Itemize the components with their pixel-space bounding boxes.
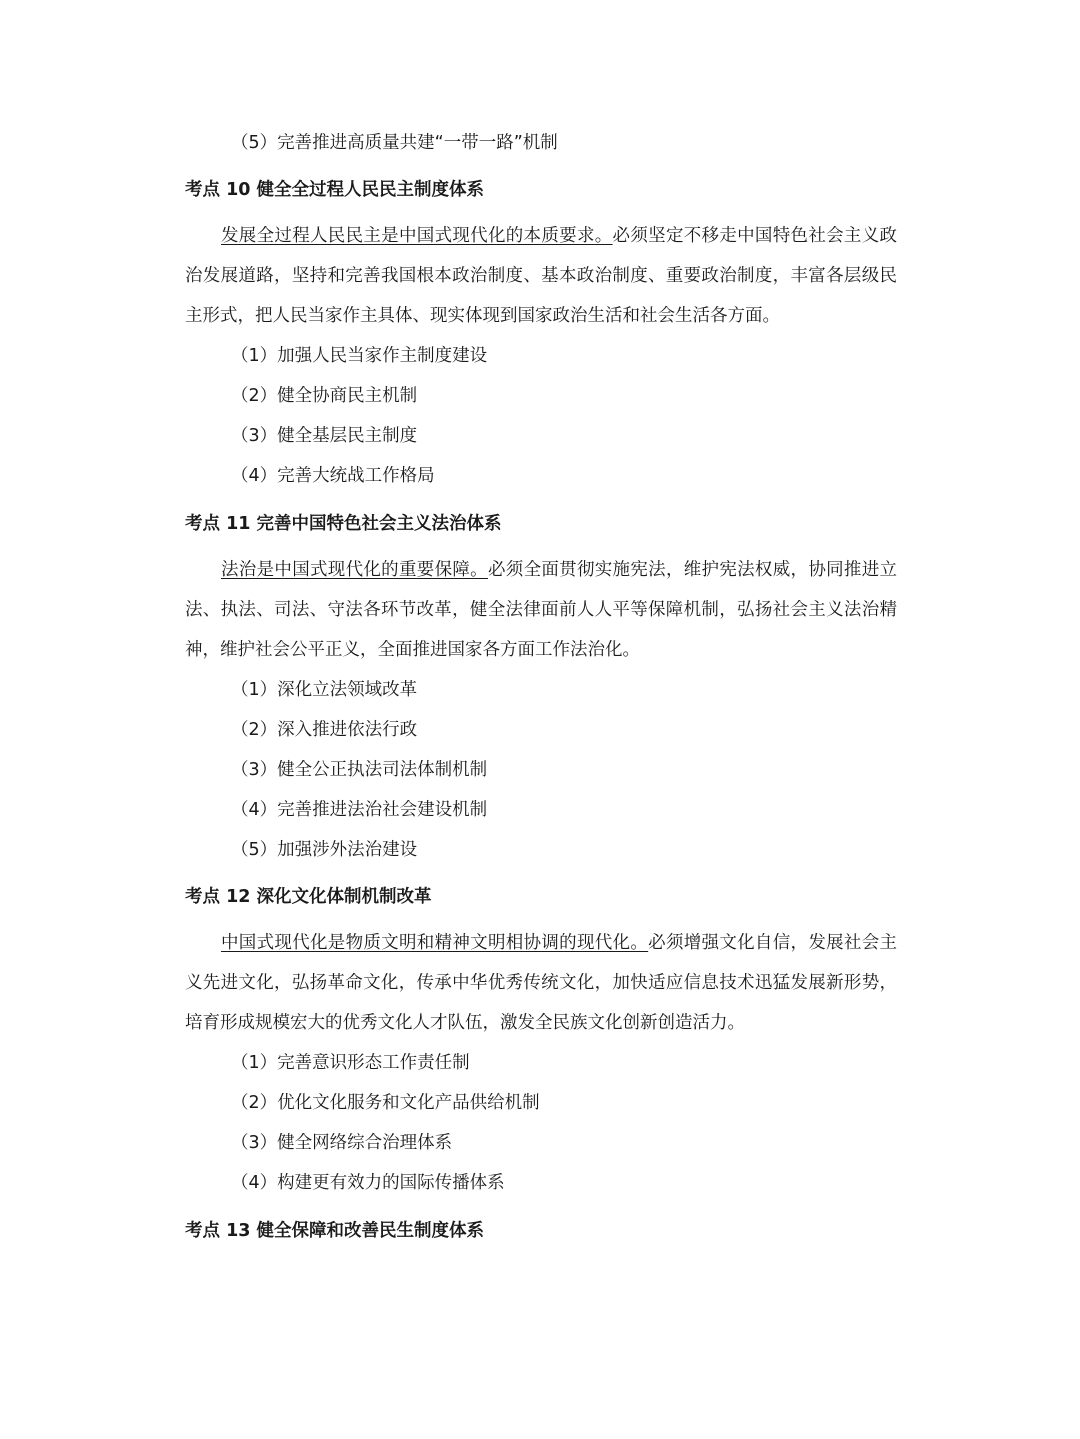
- list-item: （2）健全协商民主机制: [231, 386, 418, 406]
- list-item: （5）加强涉外法治建设: [231, 840, 418, 860]
- section-heading: 考点 13 健全保障和改善民生制度体系: [185, 1221, 485, 1241]
- section-heading: 考点 11 完善中国特色社会主义法治体系: [185, 514, 502, 534]
- section-heading: 考点 10 健全全过程人民民主制度体系: [185, 180, 485, 200]
- paragraph-text: 必须坚定不移走中国特色社会主义政治发展道路，坚持和完善我国根本政治制度、基本政治制度、重要政治制度，丰富各层级民主形式，把人民当家作主具体、现实体现到国家政治生活和社会生活各方面。: [185, 226, 898, 326]
- list-item: （2）优化文化服务和文化产品供给机制: [231, 1093, 540, 1113]
- paragraph-text: 必须增强文化自信，发展社会主义先进文化，弘扬革命文化，传承中华优秀传统文化，加快适应信息技术迅猛发展新形势，培育形成规模宏大的优秀文化人才队伍，激发全民族文化创新创造活力。: [185, 933, 898, 1033]
- section-paragraph: [185, 923, 897, 1043]
- section-heading: 考点 12 深化文化体制机制改革: [185, 887, 432, 907]
- list-item: （4）完善大统战工作格局: [231, 466, 435, 486]
- list-item: （5）完善推进高质量共建“一带一路”机制: [231, 133, 558, 153]
- key-sentence: 中国式现代化是物质文明和精神文明相协调的现代化。: [221, 933, 649, 953]
- paragraph-text: 必须全面贯彻实施宪法，维护宪法权威，协同推进立法、执法、司法、守法各环节改革，健全法律面前人人平等保障机制，弘扬社会主义法治精神，维护社会公平正义，全面推进国家各方面工作法治化。: [185, 560, 898, 660]
- list-item: （3）健全公正执法司法体制机制: [231, 760, 488, 780]
- key-sentence: 发展全过程人民民主是中国式现代化的本质要求。: [221, 226, 613, 246]
- section-paragraph: [185, 216, 897, 336]
- list-item: （2）深入推进依法行政: [231, 720, 418, 740]
- section-paragraph: [185, 550, 897, 670]
- list-item: （3）健全基层民主制度: [231, 426, 418, 446]
- list-item: （1）完善意识形态工作责任制: [231, 1053, 470, 1073]
- list-item: （4）完善推进法治社会建设机制: [231, 800, 488, 820]
- list-item: （1）加强人民当家作主制度建设: [231, 346, 488, 366]
- list-item: （1）深化立法领域改革: [231, 680, 418, 700]
- key-sentence: 法治是中国式现代化的重要保障。: [221, 560, 488, 580]
- list-item: （4）构建更有效力的国际传播体系: [231, 1173, 505, 1193]
- list-item: （3）健全网络综合治理体系: [231, 1133, 453, 1153]
